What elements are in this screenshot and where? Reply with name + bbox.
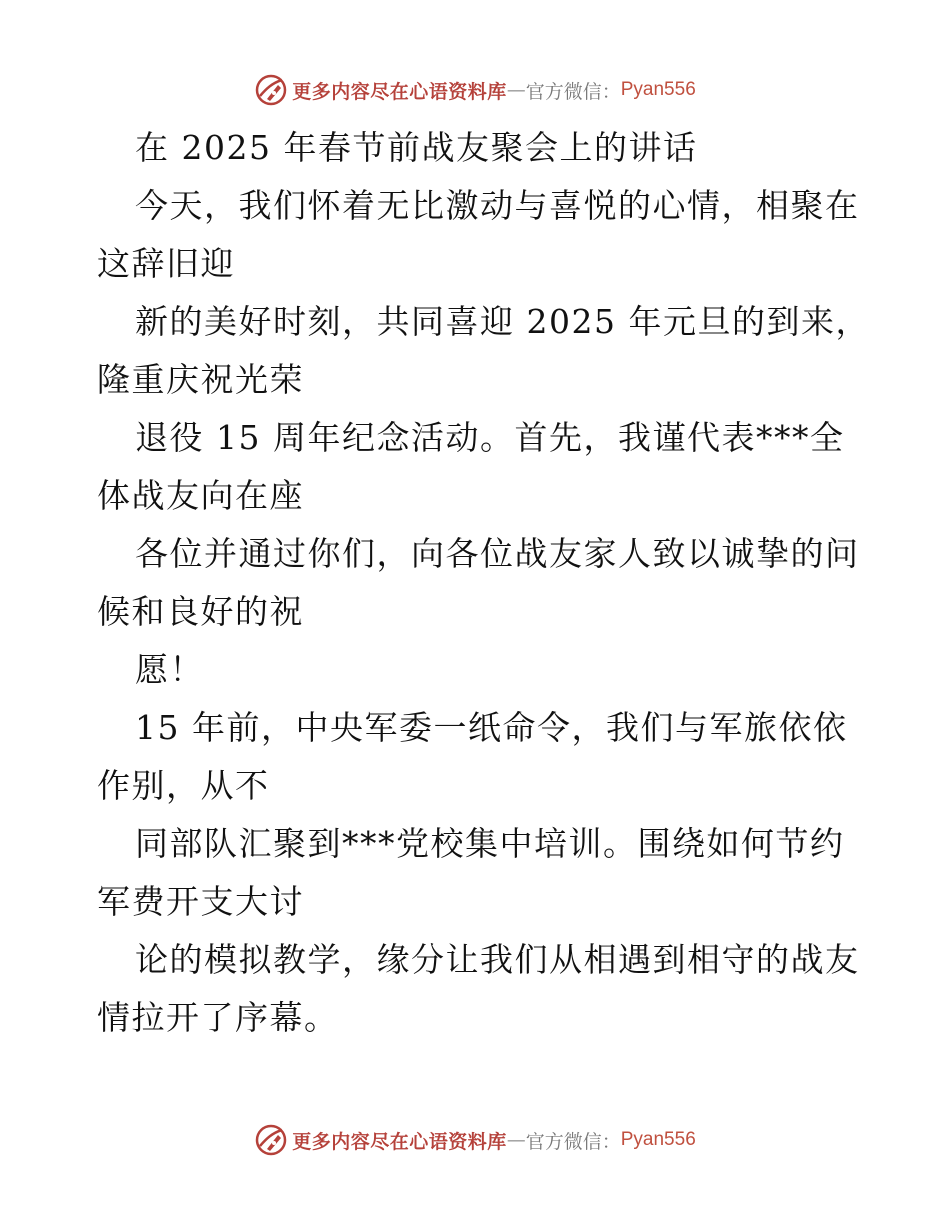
paragraph-line: 今天，我们怀着无比激动与喜悦的心情，相聚在 xyxy=(135,186,860,225)
document-title: 在 2025 年春节前战友聚会上的讲话 xyxy=(135,128,698,167)
paragraph-line: 这辞旧迎 xyxy=(97,244,235,283)
paragraph-line: 隆重庆祝光荣 xyxy=(97,360,304,399)
banner-wechat-label: 官方微信： xyxy=(525,1130,621,1153)
paragraph-line: 体战友向在座 xyxy=(97,476,304,515)
banner-wechat-label: 官方微信： xyxy=(525,80,621,103)
document-body xyxy=(97,119,870,1047)
banner-dash: — xyxy=(506,1129,526,1151)
paragraph-line: 退役 15 周年纪念活动。首先，我谨代表***全 xyxy=(135,418,845,457)
paragraph-line: 各位并通过你们，向各位战友家人致以诚挚的问 xyxy=(135,534,860,573)
paragraph-line: 候和良好的祝 xyxy=(97,592,304,631)
paragraph-line: 论的模拟教学，缘分让我们从相遇到相守的战友 xyxy=(135,940,860,979)
paragraph-line: 15 年前，中央军委一纸命令，我们与军旅依依 xyxy=(135,708,848,747)
paragraph-line: 愿！ xyxy=(135,650,204,689)
header-banner xyxy=(0,70,950,110)
banner-main-text: 更多内容尽在心语资料库 xyxy=(292,1130,507,1153)
banner-main-text: 更多内容尽在心语资料库 xyxy=(292,80,507,103)
banner-wechat-id: Pyan556 xyxy=(620,79,696,100)
paragraph-line: 情拉开了序幕。 xyxy=(97,998,339,1037)
banner-wechat-id: Pyan556 xyxy=(620,1129,696,1150)
paragraph-line: 作别，从不 xyxy=(97,766,270,805)
paragraph-line: 新的美好时刻，共同喜迎 2025 年元旦的到来， xyxy=(135,302,870,341)
pen-logo-icon xyxy=(254,73,288,107)
banner-dash: — xyxy=(506,79,526,101)
footer-banner xyxy=(0,1120,950,1160)
paragraph-line: 同部队汇聚到***党校集中培训。围绕如何节约 xyxy=(135,824,845,863)
paragraph-line: 军费开支大讨 xyxy=(97,882,304,921)
pen-logo-icon xyxy=(254,1123,288,1157)
